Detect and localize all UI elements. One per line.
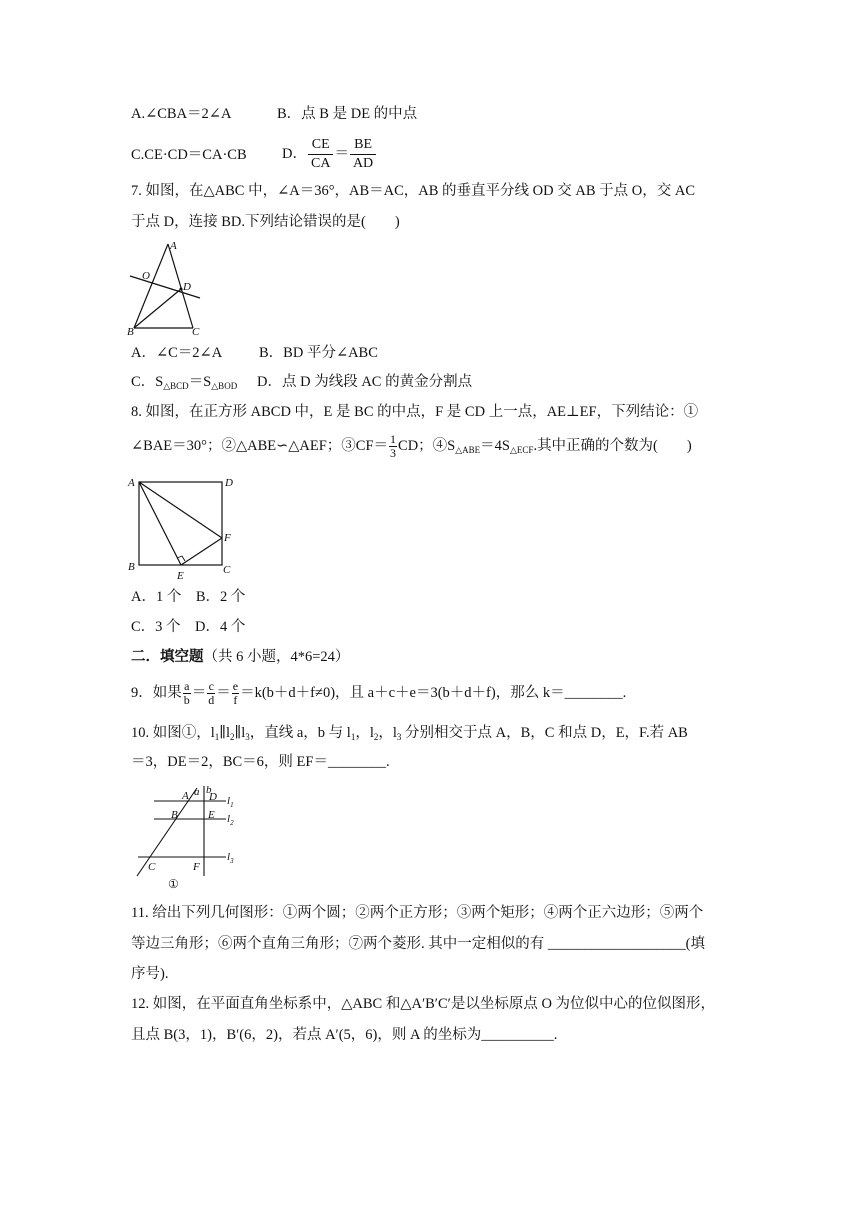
- q8-label-f: F: [224, 532, 231, 544]
- q6-option-b: B．点 B 是 DE 的中点: [277, 106, 418, 122]
- q9-fraction-e-f: $\frac{e}{f}$: [232, 679, 239, 707]
- q10-label-l1: $l_1$: [227, 795, 234, 809]
- q6-option-c: C.CE·CD＝CA·CB: [131, 147, 247, 163]
- q7-stem-line1: 7. 如图，在△ABC 中，∠A＝36°，AB＝AC，AB 的垂直平分线 OD 交 AB 于点 O，交 AC: [131, 183, 696, 199]
- q10-label-b: B: [171, 809, 178, 821]
- q10-stem-line2: ＝3，DE＝2，BC＝6，则 EF＝________.: [131, 754, 390, 770]
- q11-stem-line2: 等边三角形；⑥两个直角三角形；⑦两个菱形. 其中一定相似的有 ___________________(填: [131, 936, 705, 952]
- q10-parallel-lines-figure: [130, 784, 246, 892]
- q10-label-e: E: [208, 809, 215, 821]
- q7-option-b: B．BD 平分∠ABC: [259, 345, 378, 361]
- q10-label-f: F: [193, 861, 200, 873]
- q8-label-e: E: [177, 570, 184, 582]
- q8-label-d: D: [225, 477, 233, 489]
- q6-fraction-be-ad: $\frac{BE}{AD}$: [350, 136, 376, 173]
- q7-option-a: A．∠C＝2∠A: [131, 345, 223, 361]
- q7-triangle-figure: [126, 238, 206, 336]
- q6-option-d: [282, 136, 377, 173]
- q10-label-l2: $l_2$: [227, 813, 234, 827]
- q6-option-a: A.∠CBA＝2∠A: [131, 106, 232, 122]
- q6-option-d-prefix: D．: [282, 145, 307, 162]
- q7-label-a: A: [170, 240, 177, 252]
- q10-label-c: C: [148, 861, 156, 873]
- q7-stem-line2: 于点 D，连接 BD.下列结论错误的是( ): [131, 214, 400, 230]
- q9-fraction-c-d: $\frac{c}{d}$: [208, 679, 215, 707]
- q9-fraction-a-b: $\frac{a}{b}$: [183, 679, 190, 707]
- q7-option-d: D．点 D 为线段 AC 的黄金分割点: [257, 374, 473, 390]
- q6-equals: ＝: [334, 145, 349, 162]
- q8-label-b: B: [128, 561, 135, 573]
- q7-label-d: D: [183, 281, 191, 293]
- q8-stem-line2: ∠BAE＝30°；②△ABE∽△AEF；③CF＝ $\frac{1}{3}$ CD；$④S_{\triangle ABE}=4S_{\triangle ECF}$.其中正确的个数为( ): [131, 432, 692, 460]
- q10-figure-caption: ①: [168, 877, 179, 891]
- q8-square-figure: [126, 474, 238, 584]
- q9-stem: 9．如果 $\frac{a}{b}$ ＝ $\frac{c}{d}$ ＝ $\frac{e}{f}$ ＝k(b＋d＋f≠0)，且 a＋c＋e＝3(b＋d＋f)，那么 k＝________.: [131, 679, 627, 707]
- q11-stem-line1: 11. 给出下列几何图形：①两个圆；②两个正方形；③两个矩形；④两个正六边形；⑤两个: [131, 905, 704, 921]
- q8-fraction-one-third: $\frac{1}{3}$: [390, 432, 397, 460]
- q10-stem-line1: 10. 如图①，$l_1\parallel l_2\parallel l_3$，直线 a，b 与 $l_1$，$l_2$，$l_3$ 分别相交于点 A，B，C 和点 D，E，F.若 AB: [131, 725, 688, 742]
- q8-options-ab: A．1 个 B．2 个: [131, 589, 246, 605]
- q8-stem-line1: 8. 如图，在正方形 ABCD 中，E 是 BC 的中点，F 是 CD 上一点，AE⊥EF，下列结论：①: [131, 404, 699, 420]
- q10-label-d: D: [209, 791, 217, 803]
- q7-label-o: O: [142, 270, 150, 282]
- q11-stem-line3: 序号).: [131, 966, 169, 982]
- q10-label-line-b: b: [206, 784, 212, 796]
- q8-label-a: A: [128, 477, 135, 489]
- q7-label-b: B: [127, 326, 134, 336]
- q10-label-l3: $l_3$: [227, 851, 234, 865]
- q7-label-c: C: [192, 326, 200, 336]
- q10-label-line-a: a: [194, 786, 200, 798]
- q10-label-a: A: [182, 790, 189, 802]
- q8-options-cd: C．3 个 D．4 个: [131, 619, 246, 635]
- q7-option-c: C．$S_{\triangle BCD}=S_{\triangle BOD}$: [131, 374, 238, 391]
- q12-stem-line1: 12. 如图，在平面直角坐标系中，△ABC 和△A′B′C′是以坐标原点 O 为位似中心的位似图形，: [131, 996, 716, 1012]
- section-2-heading: 二．填空题（共 6 小题，4*6=24）: [131, 649, 350, 665]
- q8-label-c: C: [223, 564, 231, 576]
- q12-stem-line2: 且点 B(3，1)，B′(6，2)，若点 A′(5，6)，则 A 的坐标为__________.: [131, 1027, 558, 1043]
- q6-fraction-ce-ca: $\frac{CE}{CA}$: [308, 136, 333, 173]
